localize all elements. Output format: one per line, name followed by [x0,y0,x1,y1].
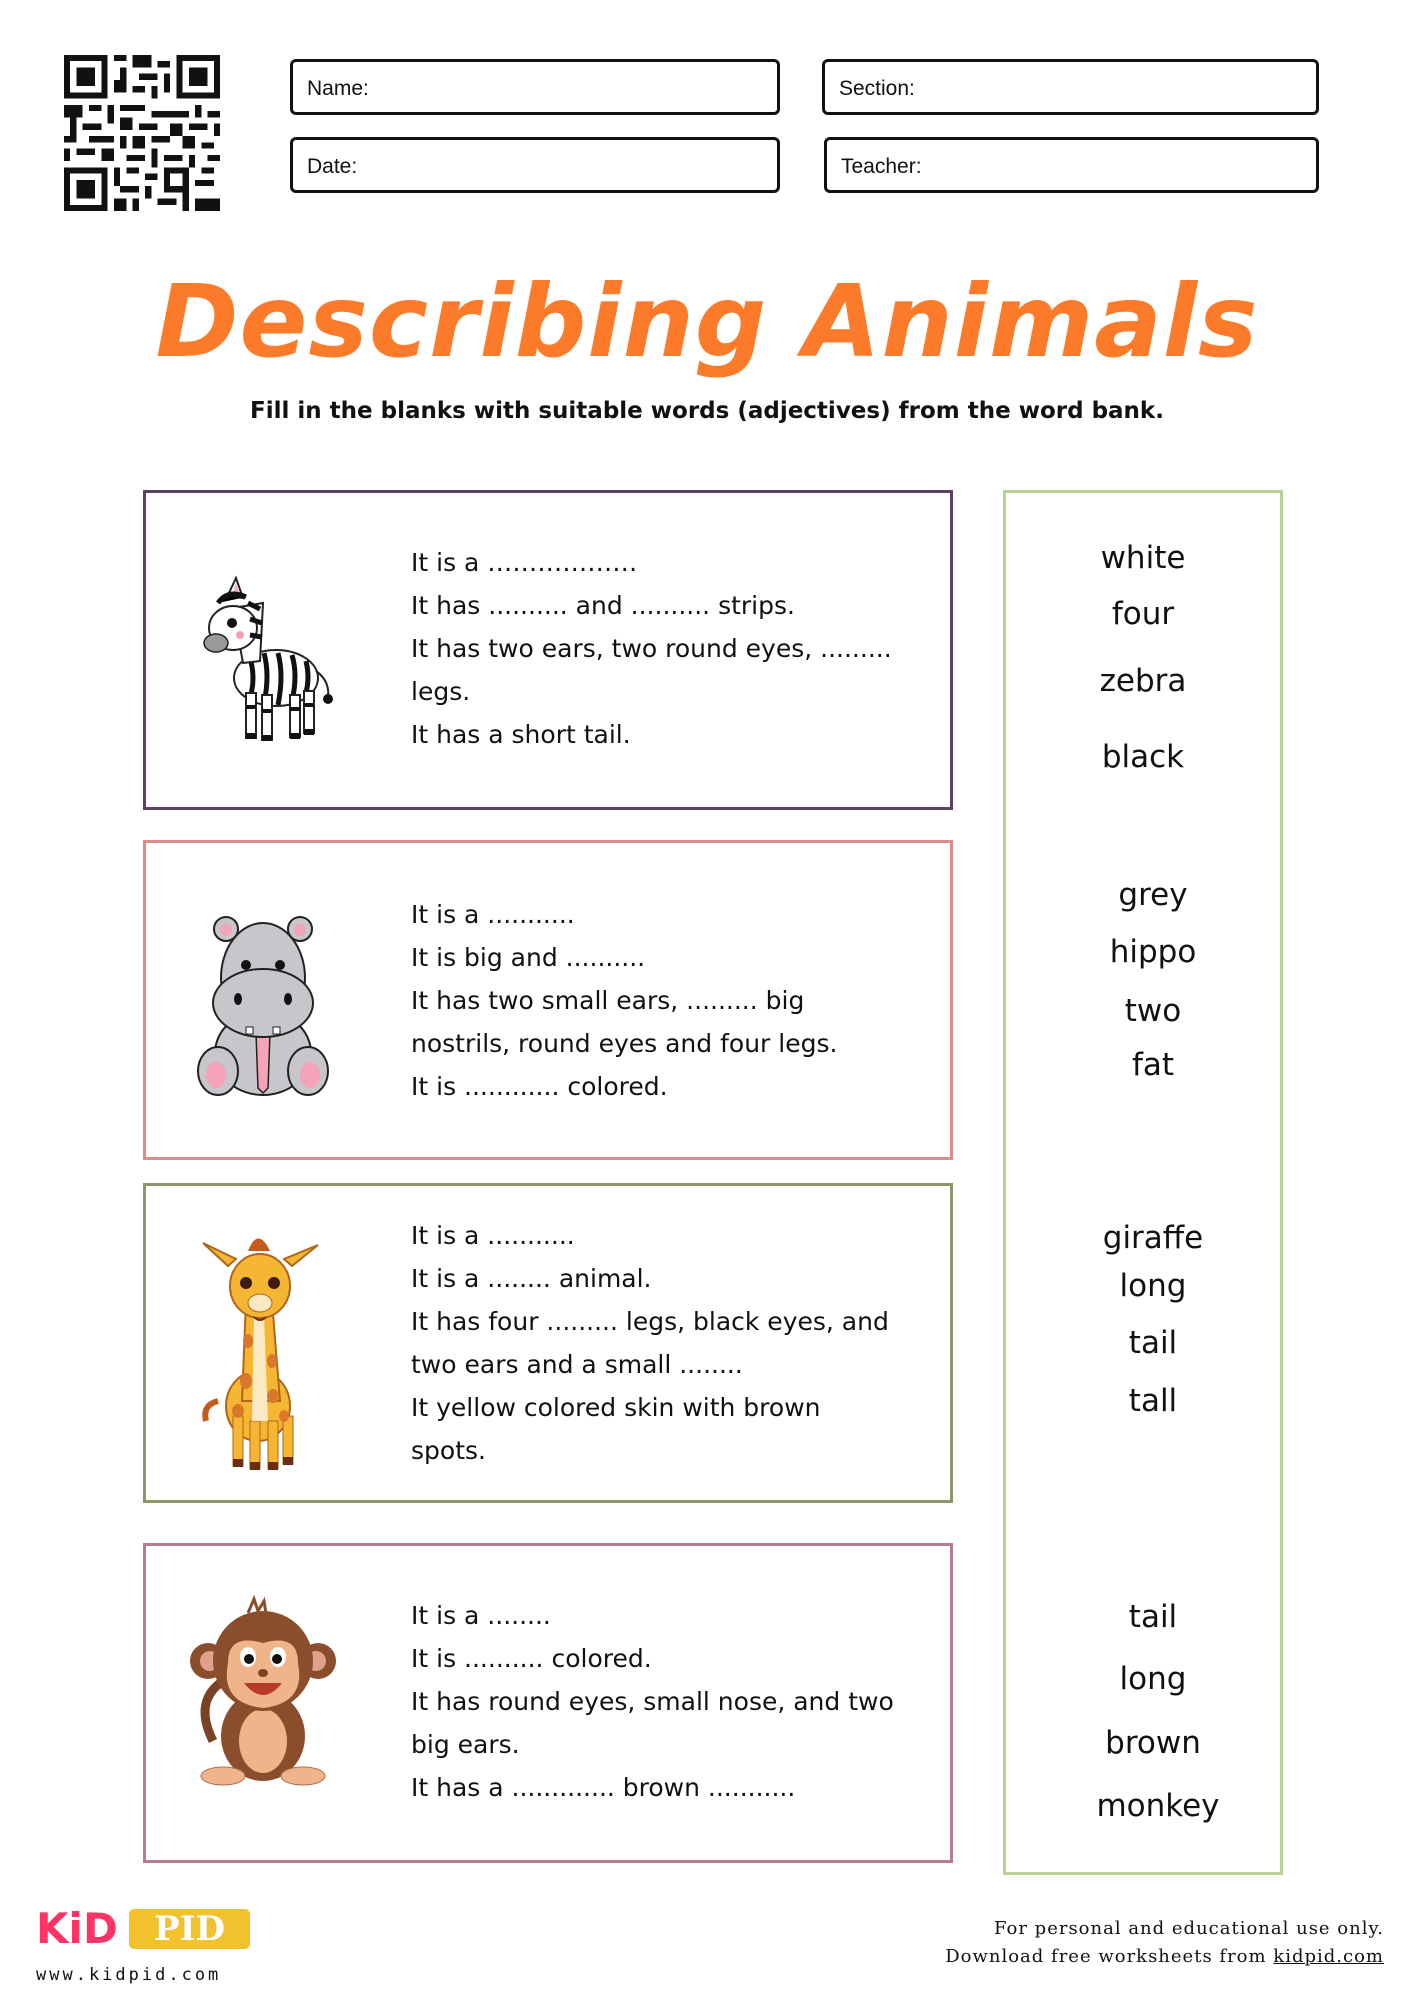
date-label: Date: [307,155,358,178]
word-bank-item: black [1101,739,1185,775]
word-bank-item: two [1124,993,1182,1029]
word-bank-item: long [1119,1268,1187,1304]
giraffe-icon [188,1221,338,1471]
sentence: legs. [411,677,471,706]
word-bank-item: monkey [1096,1788,1220,1824]
usage-note: For personal and educational use only. [994,1918,1384,1939]
qr-code-icon [64,55,220,211]
download-note-text: Download free worksheets from [945,1946,1274,1967]
monkey-card [143,1543,953,1863]
sentence: two ears and a small ........ [411,1350,743,1379]
sentence: It is a ……………… [411,548,638,577]
sentence: It has round eyes, small nose, and two [411,1687,894,1716]
date-field[interactable] [290,137,780,193]
section-label: Section: [839,77,915,100]
zebra-sentences [411,541,931,756]
sentence: It has .......... and .......... strips. [411,591,795,620]
word-bank-item: hippo [1109,934,1197,970]
sentence: spots. [411,1436,486,1465]
word-bank-item: tail [1128,1325,1178,1361]
section-field[interactable] [822,59,1319,115]
giraffe-card [143,1183,953,1503]
word-bank-item: four [1111,596,1175,632]
hippo-sentences [411,893,931,1108]
name-label: Name: [307,77,369,100]
sentence: It is a ........ animal. [411,1264,652,1293]
sentence: nostrils, round eyes and four legs. [411,1029,838,1058]
name-field[interactable] [290,59,780,115]
kidpid-link[interactable]: kidpid.com [1273,1946,1384,1967]
sentence: big ears. [411,1730,520,1759]
teacher-field[interactable] [824,137,1319,193]
sentence: It is big and .......... [411,943,646,972]
hippo-card [143,840,953,1160]
sentence: It has a ............. brown ........... [411,1773,796,1802]
monkey-sentences [411,1594,931,1809]
word-bank-item: tall [1128,1383,1178,1419]
sentence: It is .......... colored. [411,1644,652,1673]
word-bank-item: tail [1128,1599,1178,1635]
word-bank-item: grey [1118,877,1188,913]
word-bank-item: white [1100,540,1186,576]
hippo-icon [188,903,338,1103]
word-bank-item: giraffe [1102,1220,1204,1256]
word-bank [1003,490,1283,1875]
kidpid-logo[interactable] [36,1904,226,1953]
teacher-label: Teacher: [841,155,922,178]
page-title: Describing Animals [155,263,1259,380]
word-bank-item: zebra [1099,663,1187,699]
download-note [784,1946,1384,1967]
sentence: It has a short tail. [411,720,631,749]
sentence: It is a ........ [411,1601,551,1630]
sentence: It has two small ears, ......... big [411,986,805,1015]
sentence: It is a ........... [411,900,575,929]
sentence: It has four ......... legs, black eyes, and [411,1307,889,1336]
logo-pid-text: PID [129,1909,250,1949]
monkey-icon [188,1591,338,1791]
instructions: Fill in the blanks with suitable words (adjectives) from the word bank. [250,398,1164,424]
word-bank-item: fat [1131,1047,1175,1083]
logo-kid-text: KiD [36,1904,118,1953]
zebra-card [143,490,953,810]
sentence: It is ............ colored. [411,1072,668,1101]
sentence: It has two ears, two round eyes, ......... [411,634,892,663]
word-bank-item: brown [1105,1725,1201,1761]
sentence: It is a ........... [411,1221,575,1250]
word-bank-item: long [1119,1661,1187,1697]
logo-url: www.kidpid.com [36,1965,222,1985]
zebra-icon [188,553,338,753]
sentence: It yellow colored skin with brown [411,1393,821,1422]
giraffe-sentences [411,1214,931,1472]
